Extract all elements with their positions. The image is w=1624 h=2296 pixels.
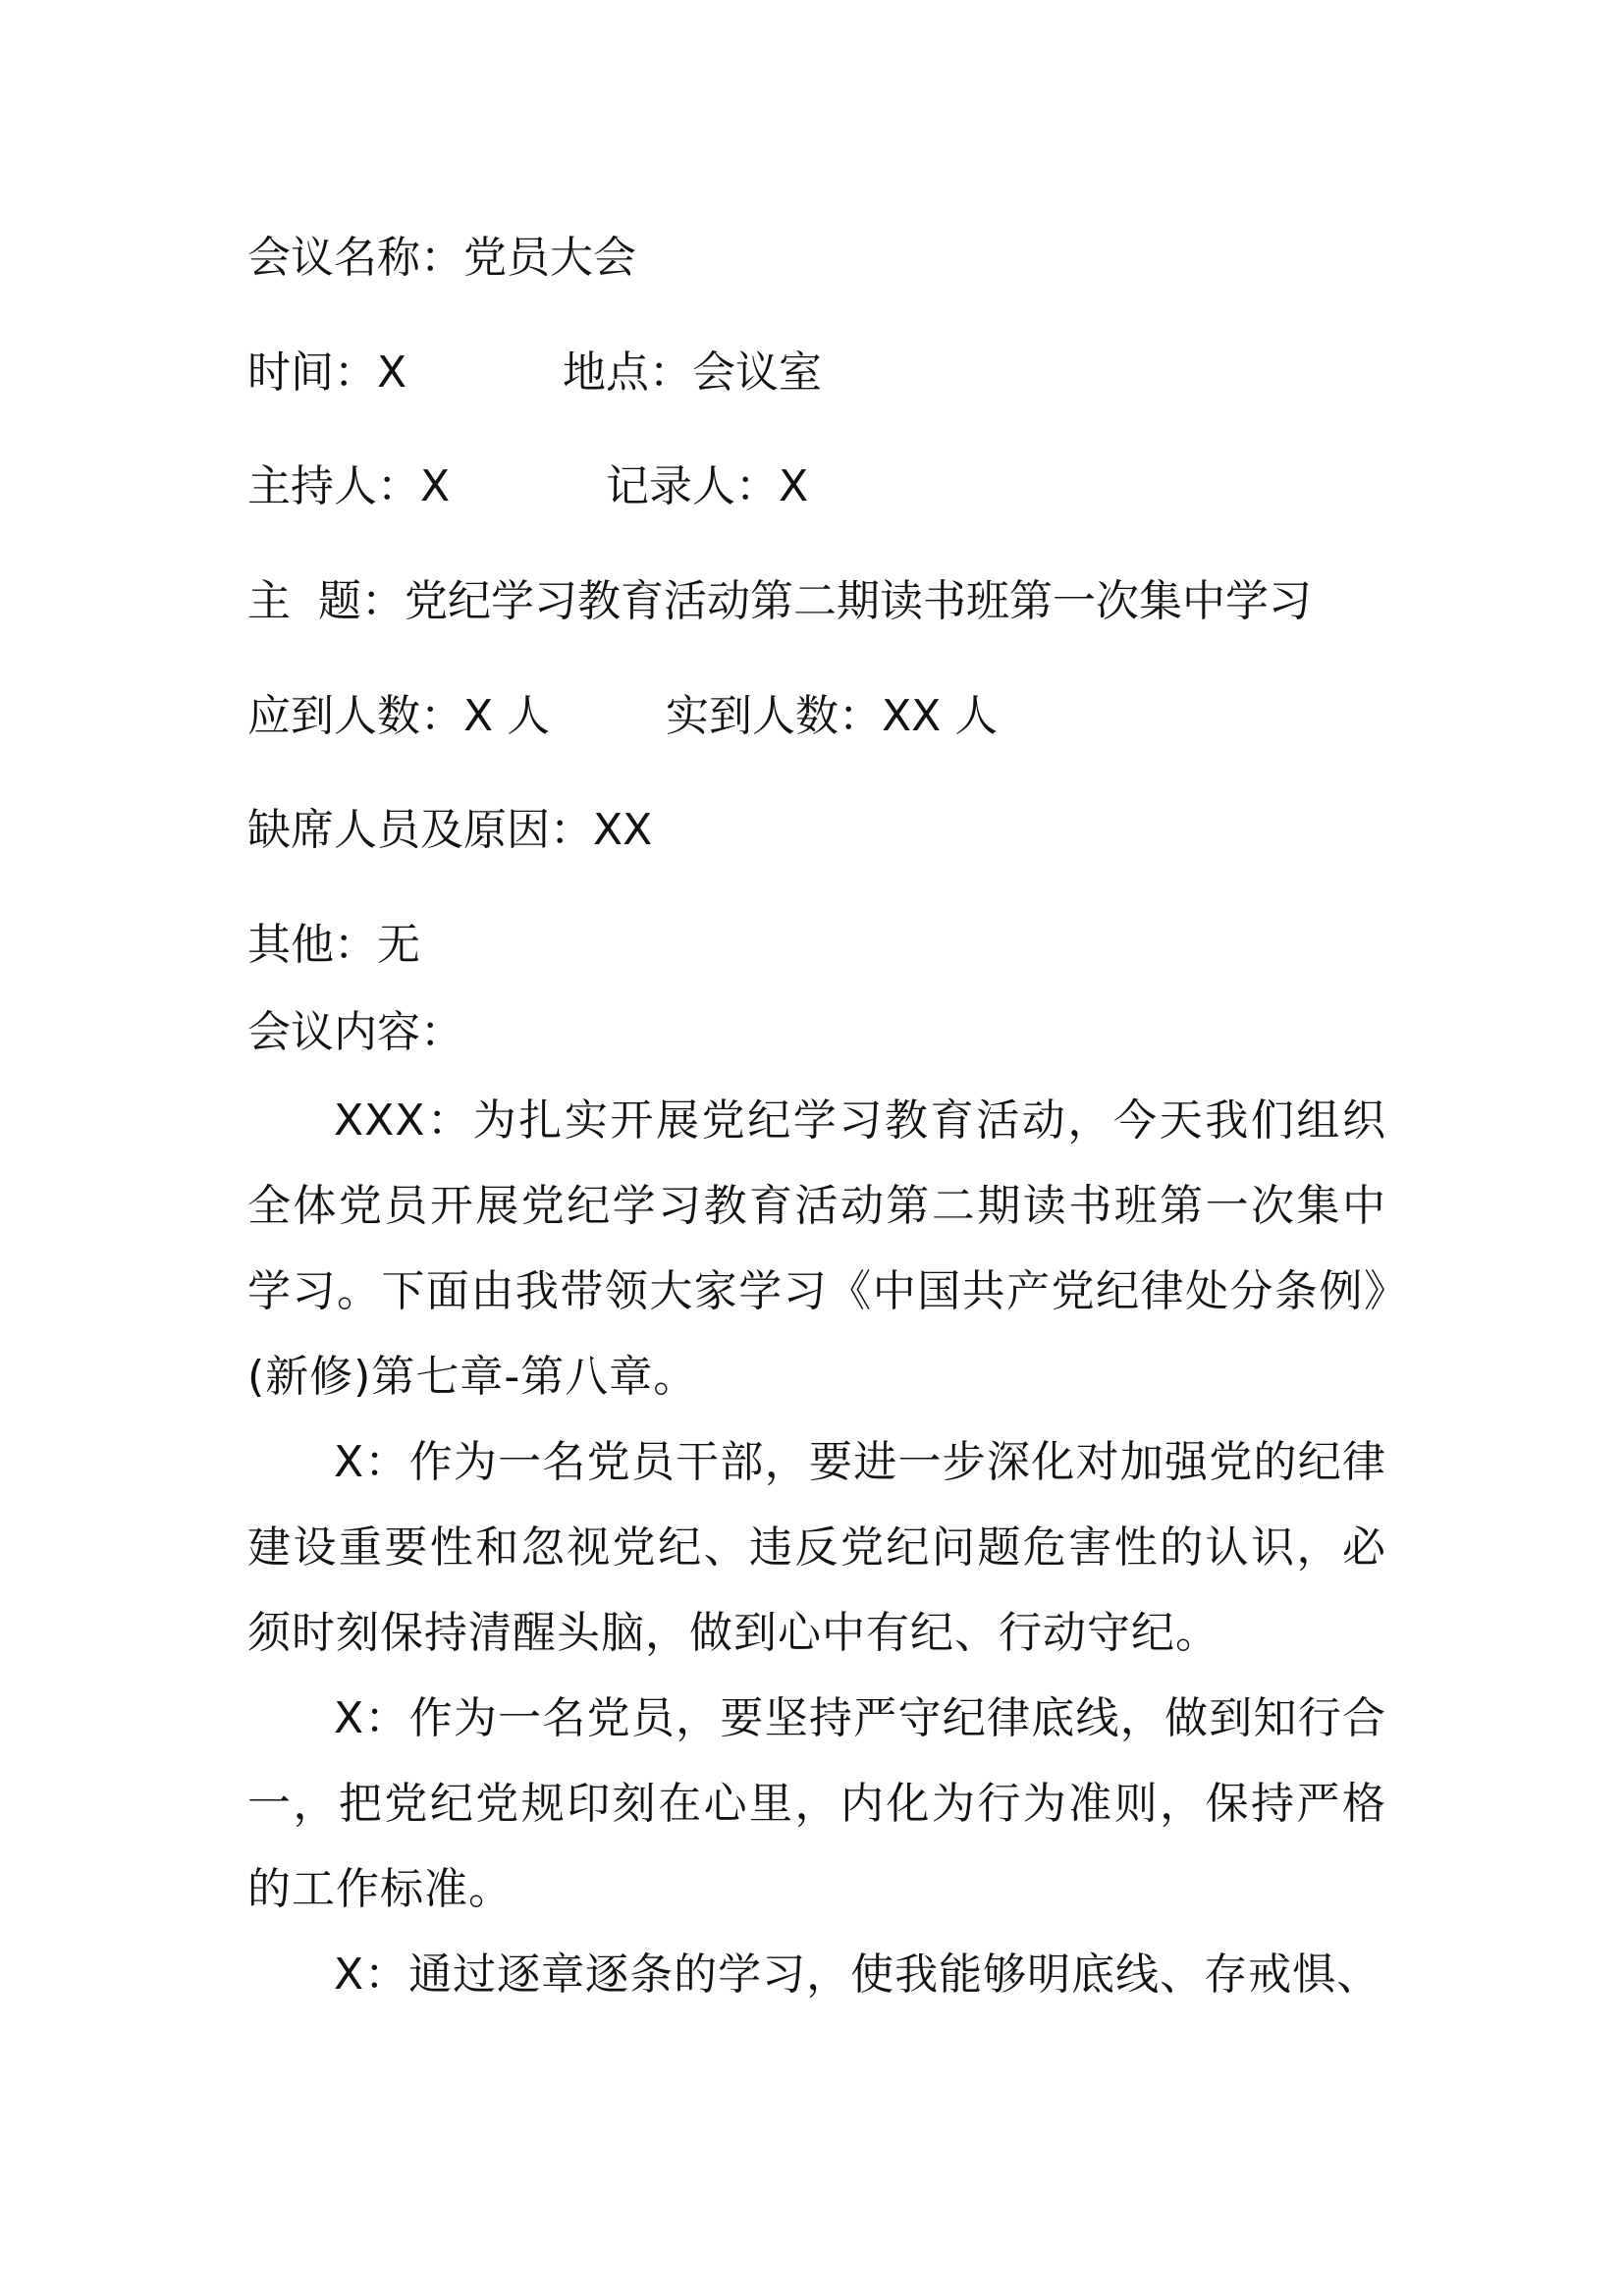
meeting-name: 会议名称：党员大会: [247, 233, 636, 283]
content-label: 会议内容：: [247, 1007, 463, 1057]
meeting-host: 主持人：X: [247, 461, 451, 511]
meeting-location: 地点：会议室: [563, 347, 822, 398]
absentees: 缺席人员及原因：XX: [247, 805, 653, 855]
actual-attendees: 实到人数：XX 人: [666, 691, 999, 741]
meeting-recorder: 记录人：X: [606, 461, 809, 511]
expected-attendees: 应到人数：X 人: [247, 691, 551, 741]
paragraph-2: X：作为一名党员干部，要进一步深化对加强党的纪律建设重要性和忽视党纪、违反党纪问题危害性的认识，必须时刻保持清醒头脑，做到心中有纪、行动守纪。: [247, 1437, 1386, 1658]
paragraph-4: X：通过逐章逐条的学习，使我能够明底线、存戒惧、: [334, 1949, 1381, 2000]
paragraph-1: XXX：为扎实开展党纪学习教育活动，今天我们组织全体党员开展党纪学习教育活动第二期读书班第一次集中学习。下面由我带领大家学习《中国共产党纪律处分条例》(新修)第七章-第八章。: [247, 1095, 1386, 1402]
meeting-topic: 主 题：党纪学习教育活动第二期读书班第一次集中学习: [247, 576, 1312, 626]
meeting-time: 时间：X: [247, 347, 407, 398]
other-notes: 其他：无: [247, 920, 420, 970]
paragraph-3: X：作为一名党员，要坚持严守纪律底线，做到知行合一，把党纪党规印刻在心里，内化为行为准则，保持严格的工作标准。: [247, 1693, 1386, 1914]
